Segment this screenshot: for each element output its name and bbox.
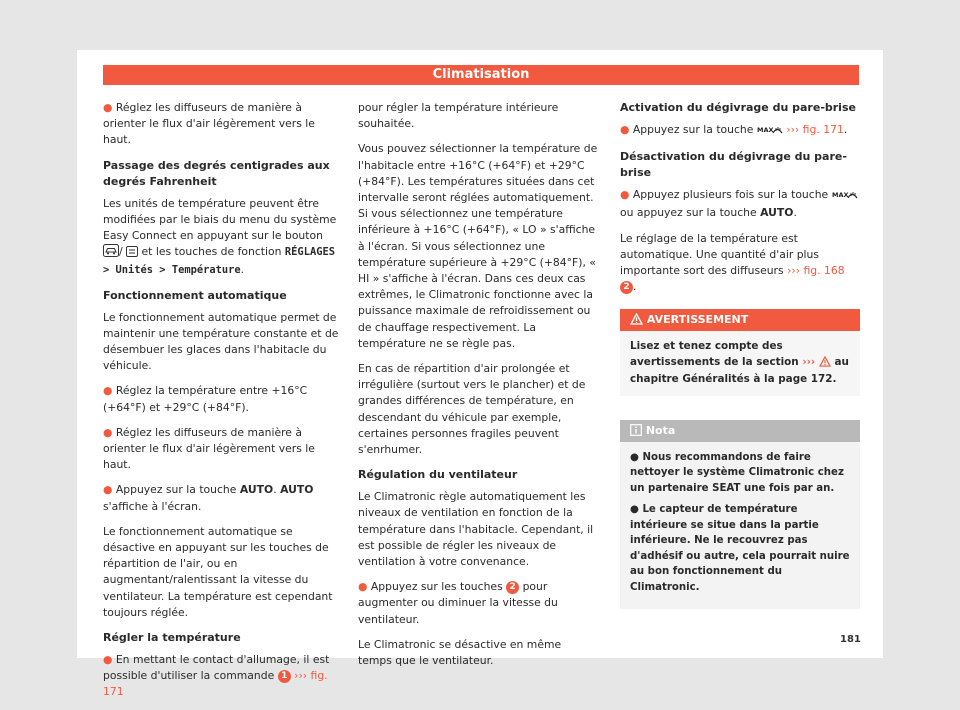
text: Appuyez plusieurs fois sur la touche <box>632 188 829 202</box>
paragraph: pour régler la température intérieure souhaitée. <box>358 101 559 131</box>
callout-number: 2 <box>506 581 519 594</box>
callout-number: 1 <box>278 670 291 683</box>
text: Réglez les diffuseurs de manière à orienter le flux d'air légèrement vers le haut. <box>103 425 315 472</box>
note-item: ● Nous recommandons de faire nettoyer le système Climatronic chez un partenaire SEAT une fois par an. <box>630 451 844 494</box>
text: Appuyez sur les touches <box>370 580 503 594</box>
paragraph: Vous pouvez sélectionner la température de l'habitacle entre +16°C (+64°F) et +29°C (+84°F). Les températures situées dans cet intervalle seront réglées automatiquement. Si vous sélectionnez une température inférieure à +16°C (+64°F), « LO » s'affiche à l'écran. Si vous sélectionnez une température supérieure à +29°C (+84°F), « HI » s'affiche à l'écran. Dans ces deux cas extrêmes, le Climatronic fonctionne avec la puissance maximale de refroidissement ou de chauffage respectivement. La température ne se règle pas. <box>358 142 598 350</box>
heading-ventilateur: Régulation du ventilateur <box>358 468 518 482</box>
menu-path: RÉGLAGES > Unités > Température <box>103 246 335 277</box>
heading-passage: Passage des degrés centigrades aux degrés Fahrenheit <box>103 158 330 188</box>
auto-key: AUTO <box>239 483 274 497</box>
text: Appuyez sur la touche <box>115 483 237 497</box>
heading-auto: Fonctionnement automatique <box>103 288 287 302</box>
text: s'affiche à l'écran. <box>103 499 202 513</box>
text: Réglez la température entre +16°C (+64°F) et +29°C (+84°F). <box>103 384 308 414</box>
paragraph: Le Climatronic se désactive en même temps que le ventilateur. <box>358 637 562 668</box>
bullet-item: ● Appuyez sur la touche MAX ››› fig. 171. <box>620 122 860 140</box>
bullet-icon: ● <box>103 653 113 667</box>
warning-header <box>620 309 860 331</box>
column-2 <box>358 100 598 678</box>
warning-triangle-icon <box>819 356 831 373</box>
paragraph: Les unités de température peuvent être modifiées par le biais du menu du système Easy Connect en appuyant sur le bouton / et les touches de fonction RÉGLAGES > Unités > Température. <box>103 196 337 277</box>
note-item: ● Le capteur de température intérieure se situe dans la partie inférieure. Ne le recouvrez pas d'adhésif ou autre, cela pourrait nuire au bon fonctionnement du Climatronic. <box>630 504 850 593</box>
note-body <box>620 442 860 610</box>
paragraph: Le Climatronic règle automatiquement les niveaux de ventilation en fonction de la température dans l'habitacle. Cependant, il est possible de régler les niveaux de ventilation à votre convenance. <box>358 490 594 569</box>
menu-icon <box>126 246 138 262</box>
bullet-item <box>103 425 339 474</box>
svg-text:MAX: MAX <box>831 191 849 200</box>
auto-key: AUTO <box>280 483 314 497</box>
auto-key: AUTO <box>760 206 794 220</box>
svg-text:MAX: MAX <box>756 126 774 134</box>
bullet-item <box>358 579 598 628</box>
paragraph: Le fonctionnement automatique permet de maintenir une température constante et de désembuer les glaces dans l'habitacle du véhicule. <box>103 310 339 373</box>
column-3 <box>620 100 860 609</box>
info-icon <box>630 422 642 444</box>
car-menu-icon <box>103 244 119 262</box>
column-1 <box>103 100 339 710</box>
heading-regler: Régler la température <box>103 631 241 645</box>
text: Réglez les diffuseurs de manière à orienter le flux d'air légèrement vers le haut. <box>103 101 315 147</box>
bullet-icon: ● <box>620 123 630 136</box>
bullet-icon: ● <box>620 188 630 202</box>
bullet-icon: ● <box>103 101 113 114</box>
bullet-item <box>103 652 339 701</box>
text: En mettant le contact d'allumage, il est possible d'utiliser la commande <box>103 653 330 683</box>
text: ou appuyez sur la touche <box>620 206 757 220</box>
bullet-item: ● Appuyez sur la touche AUTO. AUTO s'affiche à l'écran. <box>103 483 314 513</box>
warning-title: AVERTISSEMENT <box>646 313 749 327</box>
bullet-item <box>103 383 339 415</box>
section-link[interactable]: ››› <box>802 355 816 368</box>
bullet-icon: ● <box>103 384 113 398</box>
warning-triangle-icon <box>630 311 643 333</box>
text: et les touches de fonction <box>141 245 282 259</box>
max-defrost-icon <box>832 189 858 205</box>
text: Nous recommandons de faire nettoyer le système Climatronic chez un partenaire SEAT une fois par an. <box>630 451 844 494</box>
bullet-icon: ● <box>103 425 113 439</box>
figure-link[interactable]: ››› fig. 171 <box>786 123 844 136</box>
text: Le capteur de température intérieure se situe dans la partie inférieure. Ne le recouvrez pas d'adhésif ou autre, cela pourrait nuire au bon fonctionnement du Climatronic. <box>630 504 850 593</box>
text: Les unités de température peuvent être modifiées par le biais du menu du système Easy Connect en appuyant sur le bouton <box>103 196 337 243</box>
bullet-icon: ● <box>103 483 113 497</box>
text: Appuyez sur la touche <box>632 123 754 136</box>
figure-link[interactable]: ››› fig. 171 <box>103 669 328 699</box>
paragraph: Le fonctionnement automatique se désactive en appuyant sur les touches de répartition de l'air, ou en augmentant/ralentissant la vitesse du ventilateur. La température est cependant toujours réglée. <box>103 524 333 619</box>
bullet-icon: ● <box>358 580 368 594</box>
max-defrost-icon <box>757 124 783 140</box>
paragraph: En cas de répartition d'air prolongée et irrégulière (surtout vers le plancher) et de grandes différences de température, en descendant du véhicule par exemple, certaines personnes fragiles peuvent s'enrhumer. <box>358 362 586 457</box>
page-header: Climatisation <box>103 65 859 85</box>
heading-activation: Activation du dégivrage du pare-brise <box>620 101 856 114</box>
text: pour augmenter ou diminuer la vitesse du ventilateur. <box>358 580 558 626</box>
text: Le réglage de la température est automatique. Une quantité d'air plus importante sort des diffuseurs <box>620 231 820 278</box>
paragraph: Le réglage de la température est automatique. Une quantité d'air plus importante sort des diffuseurs ››› fig. 168 2 . <box>620 231 845 294</box>
paragraph <box>103 100 339 149</box>
text: Lisez et tenez compte des avertissements de la section <box>630 340 799 368</box>
figure-link[interactable]: ››› fig. 168 <box>787 264 845 278</box>
note-header <box>620 420 860 442</box>
text: au chapitre Généralités à la page 172. <box>630 355 849 386</box>
callout-number: 2 <box>620 281 633 294</box>
note-title: Nota <box>645 423 676 437</box>
page-number: 181 <box>840 634 861 645</box>
warning-body <box>620 331 860 396</box>
bullet-item: ● Appuyez plusieurs fois sur la touche MAX ou appuyez sur la touche AUTO. <box>620 187 860 221</box>
heading-deactivation: Désactivation du dégivrage du pare-brise <box>620 150 847 180</box>
